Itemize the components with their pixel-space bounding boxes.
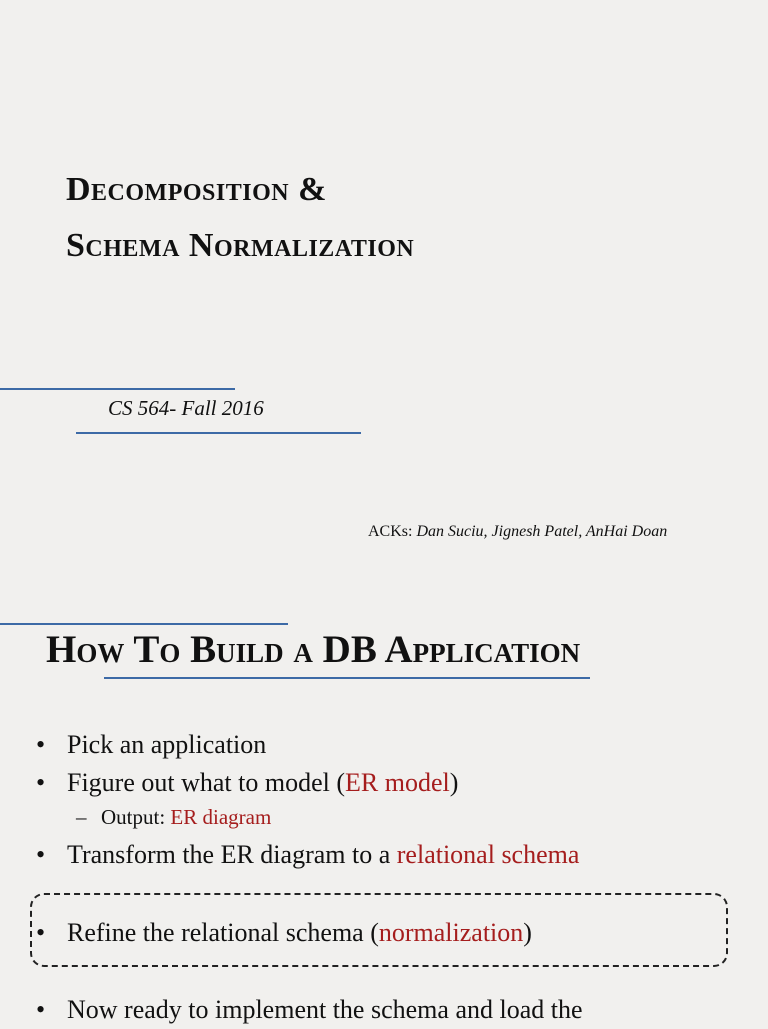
bullet-dot: • <box>36 730 46 759</box>
bullet-list <box>36 726 583 1029</box>
dash-marker: – <box>76 805 87 829</box>
bullet-text-end: ) <box>449 768 459 797</box>
highlight-er-diagram: ER diagram <box>170 805 272 829</box>
slide1-title <box>66 162 414 274</box>
bullet-figure-out-model <box>36 764 583 802</box>
bullet-transform <box>36 836 583 874</box>
accent-rule-under-slide2-title <box>104 677 590 679</box>
slide2-title: How To Build a DB Application <box>46 628 581 671</box>
bullet-now-ready <box>36 991 583 1029</box>
accent-rule-under-subtitle <box>76 432 361 434</box>
bullet-text: Now ready to implement the schema and load the <box>67 995 583 1024</box>
bullet-text: Transform the ER diagram to a <box>67 840 397 869</box>
acks-label: ACKs: <box>368 523 413 540</box>
bullet-pick-application <box>36 726 583 764</box>
bullet-refine <box>36 914 583 952</box>
bullet-text: Pick an application <box>67 730 267 759</box>
bullet-text-end: ) <box>523 918 532 947</box>
acks-names: Dan Suciu, Jignesh Patel, AnHai Doan <box>416 523 668 540</box>
bullet-dot: • <box>36 918 46 947</box>
accent-rule-left <box>0 388 235 390</box>
bullet-dot: • <box>36 995 46 1024</box>
slide1-subtitle: CS 564- Fall 2016 <box>108 396 264 420</box>
acknowledgements <box>368 523 667 541</box>
slide1-title-line1: Decomposition & <box>66 171 327 208</box>
highlight-er-model: ER model <box>345 768 450 797</box>
bullet-text: Refine the relational schema ( <box>67 918 379 947</box>
slide1-title-line2: Schema Normalization <box>66 227 415 264</box>
subbullet-output <box>36 802 583 832</box>
highlight-relational-schema: relational schema <box>396 840 580 869</box>
bullet-text: Figure out what to model ( <box>67 768 346 797</box>
bullet-dot: • <box>36 840 46 869</box>
highlight-normalization: normalization <box>378 918 524 947</box>
bullet-dot: • <box>36 768 46 797</box>
subbullet-text: Output: <box>101 805 171 829</box>
